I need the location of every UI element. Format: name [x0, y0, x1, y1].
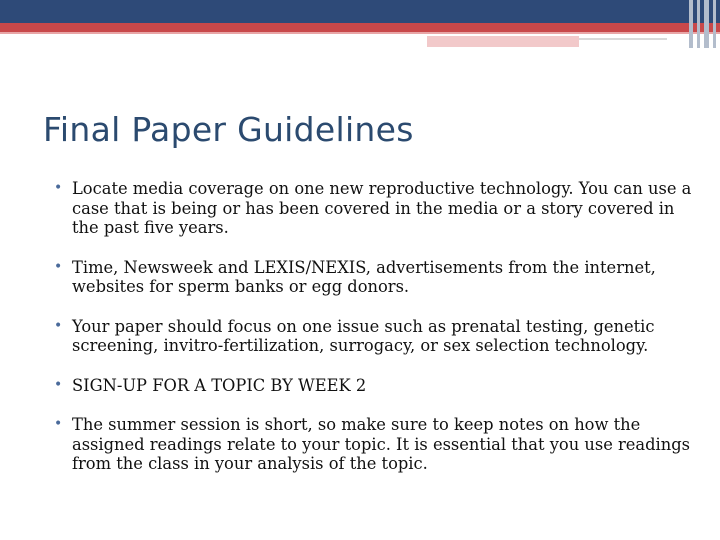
bullet-dot-icon: • — [54, 258, 63, 275]
bullet-dot-icon: • — [54, 317, 63, 334]
header-pink-bar — [427, 36, 579, 47]
bullet-dot-icon: • — [54, 180, 63, 196]
bullet-item — [53, 317, 693, 356]
bullet-text: Time, Newsweek and LEXIS/NEXIS, advertisements from the internet, websites for sperm banks or egg donors. — [72, 257, 656, 296]
bullet-text: Locate media coverage on one new reproductive technology. You can use a case that is being or has been covered in the media or a story covered in the past five years. — [72, 179, 692, 237]
header-red-band — [0, 23, 720, 32]
header-accent-line — [0, 32, 720, 34]
bullet-item — [53, 258, 693, 297]
bullet-text: SIGN-UP FOR A TOPIC BY WEEK 2 — [72, 375, 367, 395]
bullet-item — [53, 376, 693, 396]
bullet-item — [53, 415, 693, 474]
header-navy-band — [0, 0, 720, 23]
bullet-text: The summer session is short, so make sure to keep notes on how the assigned readings relate to your topic. It is essential that you use readings from the class in your analysis of the topic. — [72, 415, 691, 473]
header-stripes — [683, 0, 720, 48]
bullet-item — [53, 179, 693, 238]
bullet-list — [53, 179, 693, 494]
slide-title: Final Paper Guidelines — [43, 110, 414, 149]
bullet-text: Your paper should focus on one issue such as prenatal testing, genetic screening, invitro-fertilization, surrogacy, or sex selection technology. — [72, 316, 655, 355]
bullet-dot-icon: • — [54, 376, 63, 393]
bullet-dot-icon: • — [54, 416, 63, 432]
